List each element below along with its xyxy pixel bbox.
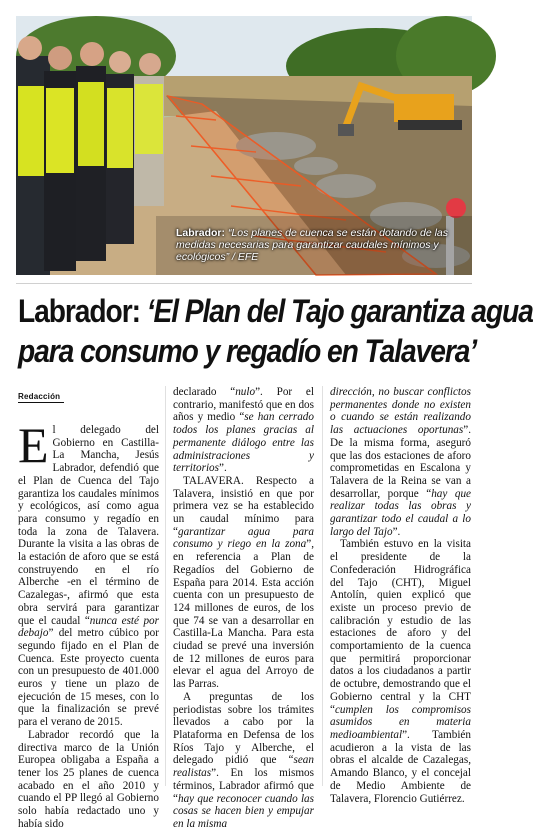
quote-text: nunca esté por debajo bbox=[18, 614, 160, 640]
article-column-1 bbox=[18, 417, 160, 831]
text: l delegado del Gobierno en Castilla-La Mancha, Jesús Labrador, defendió que el Plan de Cuenca del Tajo garantiza los caudales mínimos y ecológicos, así como agua para consumo y regadío en toda la zona de Talavera. Durante la visita a las obras de la estación de aforo que se está construyendo en el río Alberche -en el término de Cazalegas-, afirmó que esta obra servirá para garantizar que el caudal “ bbox=[18, 424, 159, 627]
drop-cap: E bbox=[18, 417, 49, 473]
text: ”. En los mismos términos, Labrador afirmó que “ bbox=[173, 767, 314, 805]
headline-quote-line2: para consumo y regadío en Talavera’ bbox=[18, 333, 477, 369]
paragraph bbox=[173, 691, 314, 831]
text: ”, en referencia a Plan de Regadíos del Gobierno de España para 2014. Esta acción cuenta con un presupuesto de 124 millones de euros, de los que 74 se van a desarrollar en Castilla-La Mancha. Para esta ciudad se prevé una inversión de 12 millones de euros para elevar el agua del Arroyo de las Parras. bbox=[173, 538, 314, 691]
text: ”. Por el contrario, manifestó que en dos años y medio “ bbox=[173, 386, 314, 424]
quote-text: se han cerrado todos los planes gracias al permanente diálogo entre las administraciones y territorios bbox=[173, 411, 314, 475]
text: A preguntas de los periodistas sobre los trámites llevados a cabo por la Plataforma en Defensa de los Ríos Tajo y Alberche, el delegado pidió que “ bbox=[173, 690, 314, 767]
text: ”. bbox=[392, 525, 401, 538]
paragraph bbox=[330, 386, 471, 538]
text: ”. bbox=[219, 462, 227, 475]
headline-quote-line1: ‘El Plan del Tajo garantiza agua bbox=[146, 293, 533, 329]
headline-prefix: Labrador: bbox=[18, 293, 140, 329]
text: TALAVERA. Respecto a Talavera, insistió en que por primera vez se ha establecido un caudal mínimo para “ bbox=[173, 474, 314, 538]
text: ”. También acudieron a la vista de las obras el alcalde de Cazalegas, Amando Blanco, y el concejal de Medio Ambiente de Talavera, Florencio Gutiérrez. bbox=[330, 728, 471, 805]
quote-text: dirección, no buscar conflictos permanentes donde no existen o cuando se están realizando las actuaciones oportunas bbox=[330, 386, 471, 437]
text: ”. De la misma forma, aseguró que las dos estaciones de aforo comprometidas en Escalona y Talavera de la Reina se van a desarrollar, porque “ bbox=[330, 424, 471, 500]
caption-credit: / EFE bbox=[232, 251, 259, 263]
paragraph bbox=[18, 417, 160, 729]
paragraph: Labrador recordó que la directiva marco de la Unión Europea obligaba a España a tener los 25 planes de cuenca acabado en el año 2010 y cuando el PP llegó al Gobierno solo había redactado uno y había sido bbox=[18, 728, 159, 830]
quote-text: sean realistas bbox=[173, 754, 314, 780]
quote-text: hay que realizar todas las obras y garantizar todo el caudal a lo largo del Tajo bbox=[330, 487, 471, 538]
column-divider bbox=[165, 386, 166, 786]
byline: Redacción bbox=[18, 392, 61, 401]
paragraph bbox=[173, 475, 314, 691]
caption-name: Labrador: bbox=[176, 227, 226, 239]
news-photo bbox=[16, 16, 472, 275]
quote-text: nulo bbox=[235, 386, 256, 398]
divider bbox=[16, 283, 472, 284]
paragraph bbox=[173, 386, 314, 475]
column-divider bbox=[322, 386, 323, 786]
text: ” del metro cúbico por segundo fijado en el Plan de Cuenca. Este proyecto cuenta con un presupuesto de 401.000 euros y tiene un plazo de ejecución de 15 meses, con lo que la finalización se prevé para el verano de 2015. bbox=[18, 627, 159, 729]
article-column-3 bbox=[330, 386, 471, 805]
text: También estuvo en la visita el presidente de la Confederación Hidrográfica del Tajo (CHT), Miguel Antolín, quien explicó que existe un proceso previo de calibración y estudio de las estaciones de aforo y del comportamiento de la cuenca que permitirá proporcionar datos a los ciudadanos a partir de octubre, demostrando que el Gobierno central y la CHT “ bbox=[330, 538, 471, 716]
text: declarado “ bbox=[173, 386, 236, 398]
headline bbox=[18, 291, 533, 371]
photo-caption bbox=[176, 227, 466, 263]
caption-quote: “Los planes de cuenca se están dotando de las medidas necesarias para garantizar caudales mínimos y ecológicos” bbox=[176, 227, 449, 263]
quote-text: cumplen los compromisos asumidos en materia medioambiental bbox=[330, 703, 471, 741]
quote-text: garantizar agua para consumo y riego en la zona bbox=[173, 525, 314, 551]
quote-text: hay que reconocer cuando las cosas se hacen bien y empujar en la misma bbox=[173, 792, 314, 830]
paragraph bbox=[330, 538, 471, 805]
article-column-2 bbox=[173, 386, 314, 831]
